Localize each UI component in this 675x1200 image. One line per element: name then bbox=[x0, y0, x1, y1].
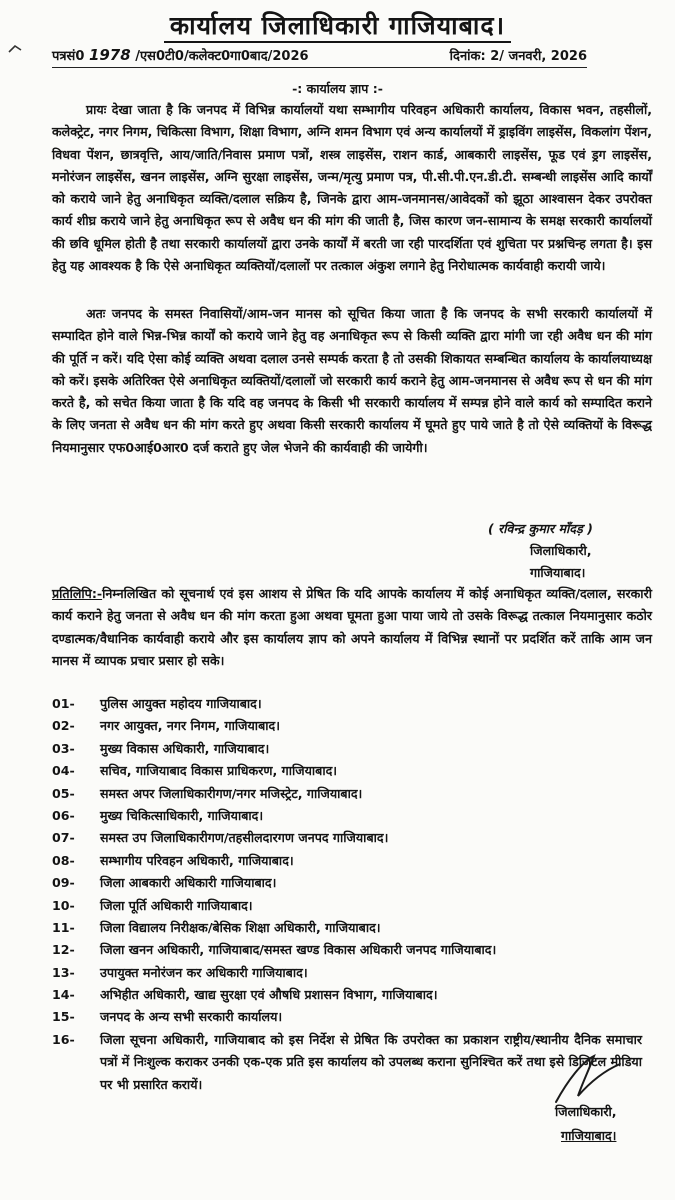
signatory-city: गाजियाबाद। bbox=[530, 565, 586, 580]
signatory-city-bottom: गाजियाबाद। bbox=[561, 1128, 617, 1143]
list-item: 13- उपायुक्त मनोरंजन कर अधिकारी गाजियाबाद। bbox=[52, 964, 308, 980]
office-title bbox=[0, 8, 675, 42]
list-item: 03- मुख्य विकास अधिकारी, गाजियाबाद। bbox=[52, 740, 270, 756]
signatory-name: ( रविन्द्र कुमार माँदड़ ) bbox=[488, 521, 593, 536]
list-item: 07- समस्त उप जिलाधिकारीगण/तहसीलदारगण जनपद गाजियाबाद। bbox=[52, 830, 389, 846]
list-item: 14- अभिहीत अधिकारी, खाद्य सुरक्षा एवं औषधि प्रशासन विभाग, गाजियाबाद। bbox=[52, 987, 438, 1003]
margin-mark bbox=[8, 44, 22, 54]
date-label: दिनांक: bbox=[449, 49, 486, 64]
reference-date bbox=[450, 46, 587, 64]
list-item: 05- समस्त अपर जिलाधिकारीगण/नगर मजिस्ट्रेट, गाजियाबाद। bbox=[52, 785, 363, 801]
ref-label: पत्रसं0 bbox=[52, 49, 85, 64]
office-title-text: कार्यालय जिलाधिकारी गाजियाबाद। bbox=[164, 11, 511, 43]
list-item: 01- पुलिस आयुक्त महोदय गाजियाबाद। bbox=[52, 696, 262, 711]
memo-subheading: -: कार्यालय ज्ञाप :- bbox=[292, 81, 383, 96]
list-item: 06- मुख्य चिकित्साधिकारी, गाजियाबाद। bbox=[52, 807, 264, 823]
signature-block-bottom bbox=[555, 1100, 617, 1148]
recipient-list bbox=[52, 693, 642, 1096]
memo-paragraph-2: अतः जनपद के समस्त निवासियों/आम-जन मानस को सूचित किया जाता है कि जनपद के सभी सरकारी कार्यालयों में सम्पादित होने वाले भिन्न-भिन्न कार्यों को कराये जाने हेतु वह अनाधिकृत रूप से किसी व्यक्ति द्वारा मांगी जा रही अवैध धन की मांग की पूर्ति न करें। यदि ऐसा कोई व्यक्ति अथवा दलाल उनसे सम्पर्क करता है तो उसकी शिकायत सम्बन्धित कार्यालय के कार्यालयाध्यक्ष को करें। इसके अतिरिक्त ऐसे अनाधिकृत व्यक्तियों/दलालों जो सरकारी कार्य कराने हेतु आम-जनमानस से अवैध रूप से धन की मांग करते है, को सचेत किया जाता है कि यदि वह जनपद के किसी भी सरकारी कार्यालय में सम्पन्न होने वाले कार्य को सम्पादित कराने के लिए जनता से अवैध धन की मांग करते हुए अथवा किसी सरकारी कार्यालय में घूमते हुए पाये जाते है तो ऐसे व्यक्तियों के विरूद्ध नियमानुसार एफ0आई0आर0 दर्ज कराते हुए जेल भेजने की कार्यवाही की जायेगी। bbox=[52, 306, 652, 455]
copy-to-label: प्रतिलिपि:- bbox=[52, 586, 103, 601]
list-item: 16- जिला सूचना अधिकारी, गाजियाबाद को इस निर्देश से प्रेषित कि उपरोक्त का प्रकाशन राष्ट्रीय/स्थानीय दैनिक समाचार पत्रों में निःशुल्क कराकर उनकी एक-एक प्रति इस कार्यालय को उपलब्ध कराना सुनिश्चित करें तथा इसे डिजिटल मीडिया पर भी प्रसारित करायें। bbox=[52, 1031, 642, 1092]
list-item: 02- नगर आयुक्त, नगर निगम, गाजियाबाद। bbox=[52, 718, 280, 734]
list-item: 11- जिला विद्यालय निरीक्षक/बेसिक शिक्षा अधिकारी, गाजियाबाद। bbox=[52, 919, 381, 935]
signatory-designation-bottom: जिलाधिकारी, bbox=[555, 1104, 617, 1119]
list-item: 08- सम्भागीय परिवहन अधिकारी, गाजियाबाद। bbox=[52, 852, 294, 868]
signatory-designation: जिलाधिकारी, bbox=[530, 543, 592, 558]
reference-line bbox=[52, 46, 587, 68]
signature-block-top bbox=[490, 518, 593, 584]
list-item: 04- सचिव, गाजियाबाद विकास प्राधिकरण, गाजियाबाद। bbox=[52, 763, 338, 779]
date-value: 2/ जनवरी, 2026 bbox=[490, 49, 587, 64]
memo-paragraph-1: प्रायः देखा जाता है कि जनपद में विभिन्न कार्यालयों यथा सम्भागीय परिवहन अधिकारी कार्यालय, विकास भवन, तहसीलों, कलेक्ट्रेट, नगर निगम, चिकित्सा विभाग, शिक्षा विभाग, अग्नि शमन विभाग एवं अन्य कार्यालयों में ड्राइविंग लाइसेंस, विकलांग पेंशन, विधवा पेंशन, छात्रवृत्ति, आय/जाति/निवास प्रमाण पत्रों, शस्त्र लाइसेंस, राशन कार्ड, आबकारी लाइसेंस, फूड एवं ड्रग लाइसेंस, मनोरंजन लाइसेंस, खनन लाइसेंस, अग्नि सुरक्षा लाइसेंस, जन्म/मृत्यु प्रमाण पत्र, पी.सी.पी.एन.डी.टी. सम्बन्धी लाइसेंस आदि कार्यों को कराये जाने हेतु अनाधिकृत व्यक्ति/दलाल सक्रिय है, जिनके द्वारा आम-जनमानस/आवेदकों को झूठा आश्वासन देकर उपरोक्त कार्य शीघ्र कराये जाने हेतु अनाधिकृत रूप से अवैध धन की मांग की जाती है, जिस कारण जन-सामान्य के समक्ष सरकारी कार्यालयों की छवि धूमिल होती है तथा सरकारी कार्यालयों द्वारा उनके कार्यों में बरती जा रही पारदर्शिता एवं शुचिता पर प्रश्नचिन्ह लगता है। इस हेतु यह आवश्यक है कि ऐसे अनाधिकृत व्यक्तियों/दलालों पर तत्काल अंकुश लगाने हेतु निरोधात्मक कार्यवाही करायी जाये। bbox=[52, 102, 652, 274]
ref-code: /एस0टी0/कलेक्ट0गा0बाद/2026 bbox=[135, 49, 309, 64]
copy-to-paragraph bbox=[52, 583, 652, 673]
list-item: 09- जिला आबकारी अधिकारी गाजियाबाद। bbox=[52, 875, 277, 891]
copy-to-text: निम्नलिखित को सूचनार्थ एवं इस आशय से प्रेषित कि यदि आपके कार्यालय में कोई अनाधिकृत व्यक्ति/दलाल, सरकारी कार्य कराने हेतु जनता से अवैध धन की मांग करता हुआ अथवा घूमता हुआ पाया जाये तो उसके विरूद्ध तत्काल नियमानुसार कठोर दण्डात्मक/वैधानिक कार्यवाही कराये और इस कार्यालय ज्ञाप को अपने कार्यालय में विभिन्न स्थानों पर प्रदर्शित करें ताकि आम जन मानस में व्यापक प्रचार प्रसार हो सके। bbox=[52, 586, 652, 669]
list-item: 15- जनपद के अन्य सभी सरकारी कार्यालय। bbox=[52, 1009, 283, 1025]
list-item: 10- जिला पूर्ति अधिकारी गाजियाबाद। bbox=[52, 897, 253, 913]
reference-number bbox=[52, 46, 309, 64]
list-item: 12- जिला खनन अधिकारी, गाजियाबाद/समस्त खण्ड विकास अधिकारी जनपद गाजियाबाद। bbox=[52, 942, 497, 958]
ref-number-handwritten: 1978 bbox=[88, 46, 131, 64]
